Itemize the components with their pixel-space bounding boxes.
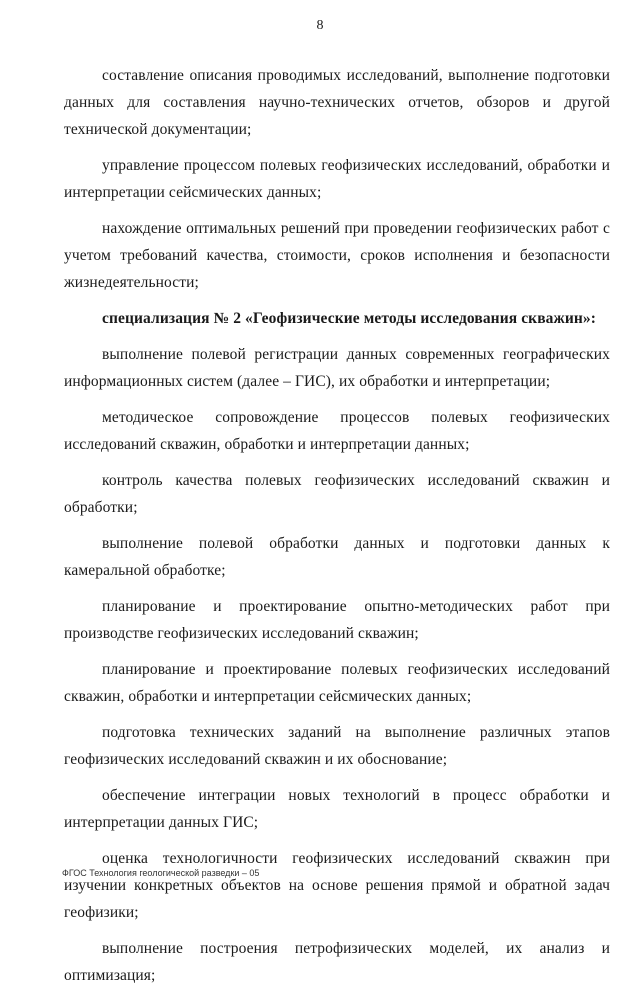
page-footer: ФГОС Технология геологической разведки – 05 — [62, 868, 260, 878]
document-body — [64, 62, 610, 998]
paragraph: подготовка технических заданий на выполнение различных этапов геофизических исследований скважин и их обоснование; — [64, 724, 610, 768]
paragraph: выполнение построения петрофизических моделей, их анализ и оптимизация; — [64, 940, 610, 984]
paragraph: управление процессом полевых геофизических исследований, обработки и интерпретации сейсмических данных; — [64, 157, 610, 201]
paragraph: составление описания проводимых исследований, выполнение подготовки данных для составления научно-технических отчетов, обзоров и другой технической документации; — [64, 67, 610, 138]
paragraph: нахождение оптимальных решений при проведении геофизических работ с учетом требований качества, стоимости, сроков исполнения и безопасности жизнедеятельности; — [64, 220, 610, 291]
paragraph: контроль качества полевых геофизических исследований скважин и обработки; — [64, 472, 610, 516]
paragraph: планирование и проектирование полевых геофизических исследований скважин, обработки и интерпретации сейсмических данных; — [64, 661, 610, 705]
paragraph: обеспечение интеграции новых технологий в процесс обработки и интерпретации данных ГИС; — [64, 787, 610, 831]
paragraph: выполнение полевой регистрации данных современных географических информационных систем (далее – ГИС), их обработки и интерпретации; — [64, 346, 610, 390]
paragraph: планирование и проектирование опытно-методических работ при производстве геофизических исследований скважин; — [64, 598, 610, 642]
paragraph: методическое сопровождение процессов полевых геофизических исследований скважин, обработки и интерпретации данных; — [64, 409, 610, 453]
section-heading: специализация № 2 «Геофизические методы исследования скважин»: — [102, 310, 597, 327]
page-number: 8 — [316, 18, 324, 33]
paragraph: выполнение полевой обработки данных и подготовки данных к камеральной обработке; — [64, 535, 610, 579]
paragraph: оценка технологичности геофизических исследований скважин при изучении конкретных объектов на основе решения прямой и обратной задач геофизики; — [64, 850, 610, 921]
